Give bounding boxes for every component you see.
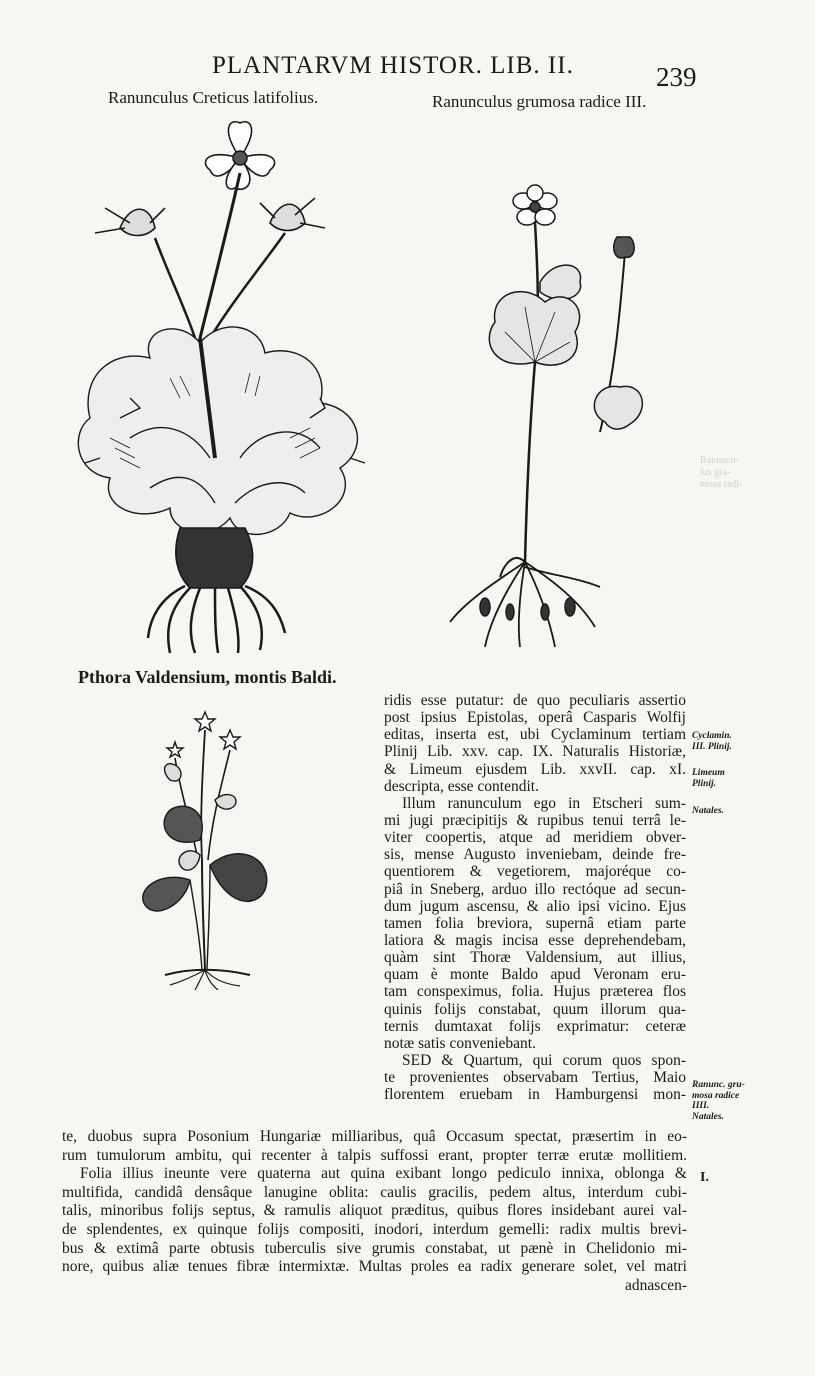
- margin-note-limeum: [692, 768, 725, 789]
- bleed-line: Ranuncu-: [700, 455, 739, 466]
- margin-note-line: Limeum: [692, 768, 725, 778]
- woodcut-pthora-valdensium: [130, 700, 280, 990]
- body-text-column: [384, 692, 686, 1103]
- margin-note-ranunc-grumosa: [692, 1080, 745, 1122]
- margin-note-line: Plinij.: [692, 778, 717, 789]
- text-line: de splendentes, ex quinque folijs compositi, inodori, interdum gemelli: radix multis brevi-: [62, 1220, 687, 1238]
- margin-note-line: Natales.: [692, 1111, 724, 1122]
- text-line: te, duobus supra Posonium Hungariæ milliaribus, quâ Occasum spectat, præsertim in eo-: [62, 1128, 687, 1145]
- text-line: quàm sint Thoræ Valdensium, aut illius,: [384, 949, 686, 967]
- text-line: talis, minoribus folijs septus, & ramulis aliquot præditus, quibus flores insidebant aurei val-: [62, 1202, 687, 1220]
- text-line: latiora & magis incisa esse deprehendebam,: [384, 931, 686, 949]
- text-line: quentiorem & vegetiorem, majoréque co-: [384, 863, 686, 881]
- bleed-line: lus gra-: [700, 467, 731, 478]
- text-line: Plinij Lib. xxv. cap. IX. Naturalis Historiæ,: [384, 743, 686, 761]
- margin-number: I.: [700, 1170, 709, 1185]
- text-line: ridis esse putatur: de quo peculiaris assertio: [384, 692, 686, 709]
- text-line: te provenientes observabam Tertius, Maio: [384, 1069, 686, 1087]
- margin-note-line: III. Plinij.: [692, 741, 732, 752]
- margin-note-cyclamin: [692, 731, 732, 752]
- bleed-through-text: [700, 455, 800, 515]
- text-line: Illum ranunculum ego in Etscheri sum-: [402, 794, 686, 812]
- text-line: post ipsius Epistolas, operâ Casparis Wolfij: [384, 709, 686, 727]
- text-line: ternis dumtaxat folijs exprimatur: ceteræ: [384, 1017, 686, 1035]
- catchword: adnascen-: [625, 1276, 687, 1294]
- text-line: dum jugum ascensu, & alio ipsi vicino. Ejus: [384, 897, 686, 915]
- margin-note-line: IIII.: [692, 1101, 710, 1111]
- margin-note-natales: [692, 806, 724, 817]
- margin-note-line: Ranunc. gru-: [692, 1080, 745, 1090]
- text-line: SED & Quartum, qui corum quos spon-: [402, 1051, 686, 1069]
- text-line: & Limeum ejusdem Lib. xxvII. cap. xI.: [384, 760, 686, 778]
- body-text-full: [62, 1128, 687, 1295]
- text-line: quam è monte Baldo apud Veronam eru-: [384, 966, 686, 984]
- text-line: rum tumulorum ambitu, qui recenter à talpis suffossi erant, propter terræ erutæ mollitiem.: [62, 1146, 687, 1164]
- text-line: florentem eruebam in Hamburgensi mon-: [384, 1086, 686, 1104]
- running-head: PLANTARVM HISTOR. LIB. II.: [212, 52, 574, 79]
- figure-caption-1: Ranunculus Creticus latifolius.: [108, 88, 319, 107]
- text-line: descripta, esse contendit.: [384, 777, 539, 795]
- text-line: notæ satis conveniebant.: [384, 1034, 536, 1052]
- page-number: 239: [656, 62, 697, 92]
- margin-note-line: Cyclamin.: [692, 731, 732, 741]
- text-line: Folia illius ineunte vere quaterna aut quina exibant longo pediculo innixa, oblonga &: [80, 1165, 687, 1183]
- figure-caption-2: Ranunculus grumosa radice III.: [432, 92, 647, 111]
- figure-caption-3: Pthora Valdensium, montis Baldi.: [78, 667, 337, 687]
- text-line: piâ in Sneberg, arduo illo rectóque ad secun-: [384, 880, 686, 898]
- bleed-line: mosa radi-: [700, 479, 743, 490]
- text-line: viter coopertis, atque ad meridiem obver-: [384, 829, 686, 847]
- text-line: nore, quibus aliæ tenues fibræ intermixtæ. Multas proles ea radix generare solet, vel matri: [62, 1258, 687, 1276]
- woodcut-ranunculus-creticus: [70, 118, 382, 658]
- text-line: tamen folia breviora, supernâ etiam parte: [384, 914, 686, 932]
- text-line: editas, inserta est, ubi Cyclaminum tertiam: [384, 726, 686, 744]
- text-line: quinis folijs constabat, quum illorum qua-: [384, 1000, 686, 1018]
- woodcut-ranunculus-grumosa: [445, 182, 685, 652]
- text-line: tam conspeximus, folia. Hujus præterea flos: [384, 983, 686, 1001]
- text-line: bus & extimâ parte obtusis tuberculis sive grumis constabat, ut pænè in Chelidonio mi-: [62, 1239, 687, 1257]
- margin-note-line: Natales.: [692, 806, 724, 816]
- text-line: mi jugi præcipitijs & rupibus tenui terrâ le-: [384, 811, 686, 829]
- margin-note-line: mosa radice: [692, 1090, 740, 1101]
- text-line: multifida, candidâ densâque lanugine oblita: caulis gracilis, pedem altus, interdum cubi-: [62, 1183, 687, 1201]
- text-line: sis, mense Augusto inveniebam, deinde fre-: [384, 846, 686, 864]
